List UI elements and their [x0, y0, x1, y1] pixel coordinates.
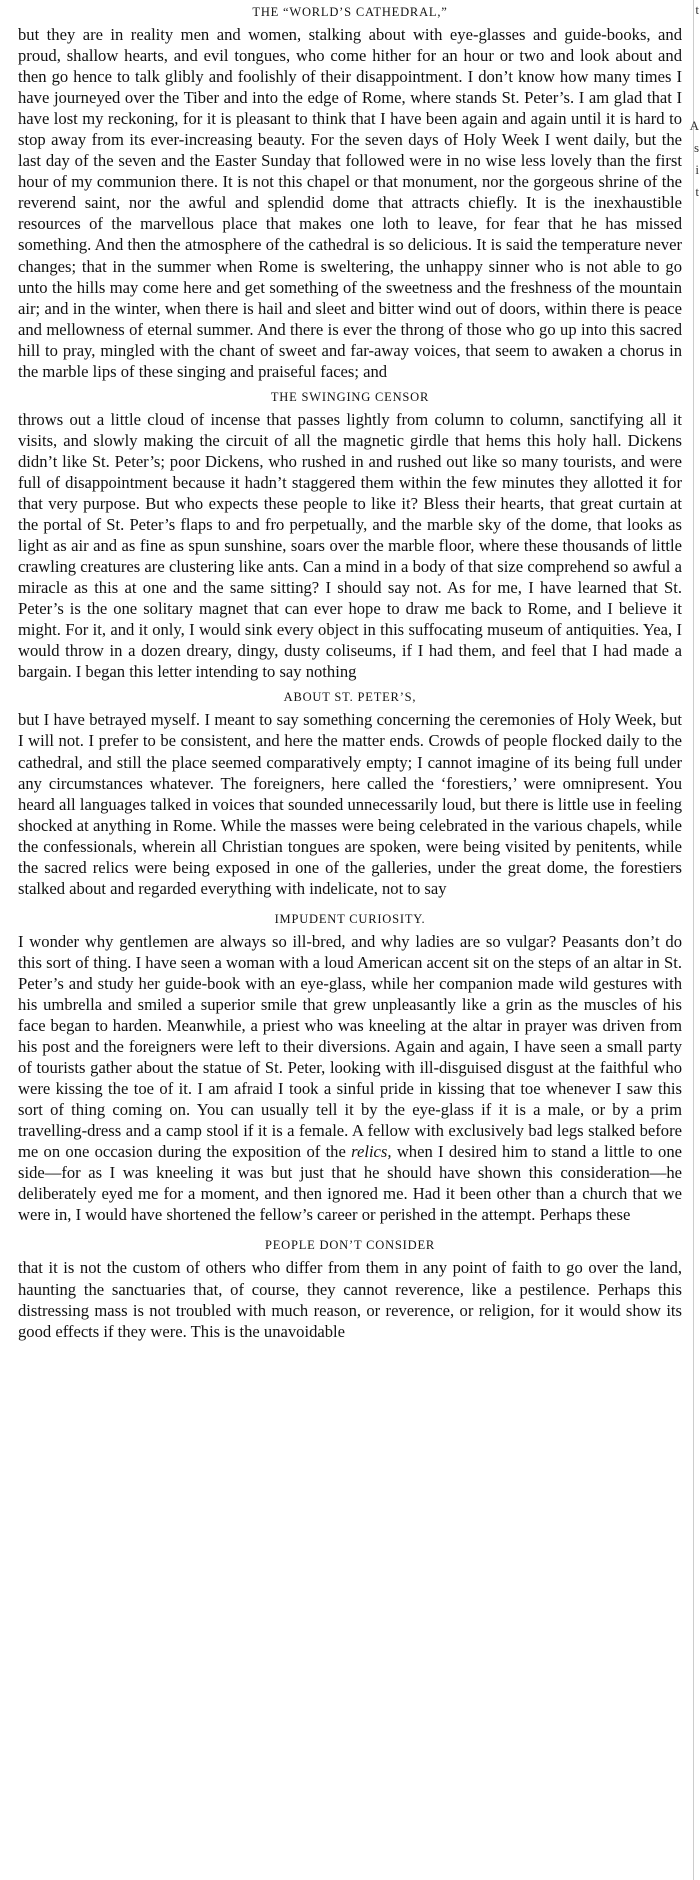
edge-mark-1: t	[695, 2, 699, 17]
edge-mark-2: A	[689, 118, 699, 133]
section-heading-people-dont-consider: PEOPLE DON’T CONSIDER	[264, 1238, 436, 1253]
section-heading-about-st-peters: ABOUT ST. PETER’S,	[283, 690, 417, 705]
paragraph-impudent-curiosity	[18, 931, 682, 1226]
edge-mark-4: i	[695, 162, 699, 177]
section-heading-impudent-curiosity: IMPUDENT CURIOSITY.	[274, 911, 426, 926]
paragraph-about-st-peters: but I have betrayed myself. I meant to say something concerning the ceremonies of Holy Week, but I will not. I prefer to be consistent, and here the matter ends. Crowds of people flocked daily to the cathedral, and still the place seemed comparatively empty; I cannot imagine of its being full under any circumstances whatever. The foreigners, here called the ‘forestiers,’ were omnipresent. You heard all languages talked in voices that sounded unnecessarily loud, but there is little use in feeling shocked at anything in Rome. While the masses were being celebrated in the various chapels, while the confessionals, wherein all Christian tongues are spoken, were being visited by penitents, while the sacred relics were being exposed in one of the galleries, under the great dome, the forestiers stalked about and regarded everything with indelicate, not to say	[18, 710, 682, 898]
paragraph-impudent-curiosity-part-1: I wonder why gentlemen are always so ill-bred, and why ladies are so vulgar? Peasants don’t do this sort of thing. I have seen a woman with a loud American accent sit on the steps of an altar in St. Peter’s and study her guide-book with an eye-glass, while her companion made wild gestures with his umbrella and smiled a superior smile that grew unpleasantly like a grin as the muscles of his face began to harden. Meanwhile, a priest who was kneeling at the altar in prayer was driven from his post and the foreigners were left to their diversions. Again and again, I have seen a small party of tourists gather about the statue of St. Peter, looking with ill-disguised disgust at the faithful who were kissing the toe of it. I am afraid I took a sinful pride in kissing that toe whenever I saw this sort of thing coming on. You can usually tell it by the eye-glass if it is a male, or by a prim travelling-dress and a camp stool if it is a female. A fellow with exclusively bad legs stalked before me on one occasion during the exposition of the	[18, 931, 682, 1162]
section-heading-worlds-cathedral: THE “WORLD’S CATHEDRAL,”	[252, 5, 448, 19]
edge-mark-5: t	[695, 184, 699, 199]
adjacent-column-edge	[689, 0, 700, 1880]
article-column	[18, 0, 682, 1342]
paragraph-people-dont-consider: that it is not the custom of others who differ from them in any point of faith to go over the land, haunting the sanctuaries that, of course, they cannot reverence, like a pestilence. Perhaps this distressing mass is not troubled with much reason, or reverence, or religion, for it would show its good effects if they were. This is the unavoidable	[18, 1258, 682, 1341]
section-heading-swinging-censor: THE SWINGING CENSOR	[270, 389, 430, 404]
italic-word-relics: relics,	[351, 1142, 392, 1162]
paragraph-swinging-censor: throws out a little cloud of incense that passes lightly from column to column, sanctifying all it visits, and slowly making the circuit of all the magnetic girdle that hems this holy hall. Dickens didn’t like St. Peter’s; poor Dickens, who rushed in and rushed out like so many tourists, and were full of disappointment because it hadn’t staggered them within the few minutes they allotted it for that very purpose. But who expects these people to like it? Bless their hearts, that great curtain at the portal of St. Peter’s flaps to and fro perpetually, and the marble sky of the dome, that looks as light as air and as fine as spun sunshine, soars over the marble floor, where these thousands of little crawling creatures are clustering like ants. Can a mind in a body of that size comprehend so awful a miracle as this at one and the same sitting? I should say not. As for me, I have learned that St. Peter’s is the one solitary magnet that can ever hope to draw me back to Rome, and I believe it might. For it, and it only, I would sink every object in this suffocating museum of antiquities. Yea, I would throw in a dozen dreary, dingy, dusty coliseums, if I had them, and feel that I had made a bargain. I began this letter intending to say nothing	[18, 409, 682, 682]
paragraph-impudent-curiosity-part-2: when I desired him to stand a little to one side—for as I was kneeling it was but just that he should have shown this consideration—he deliberately eyed me for a moment, and then ignored me. Had it been other than a church that we were in, I would have shortened the fellow’s career or perished in the attempt. Perhaps these	[18, 1142, 682, 1225]
paragraph-worlds-cathedral: but they are in reality men and women, stalking about with eye-glasses and guide-books, and proud, shallow hearts, and evil tongues, who come hither for an hour or two and look about and then go hence to talk glibly and foolishly of their disappointment. I don’t know how many times I have journeyed over the Tiber and into the edge of Rome, where stands St. Peter’s. I am glad that I have lost my reckoning, for it is pleasant to think that I have been again and again until it is hard to stop away from its ever-increasing beauty. For the seven days of Holy Week I went daily, but the last day of the seven and the Easter Sunday that followed were in no wise less lovely than the first hour of my communion there. It is not this chapel or that monument, nor the gorgeous shrine of the reverend saint, nor the awful and splendid dome that attracts chiefly. It is the inexhaustible resources of the marvellous place that makes one loth to leave, for fear that he has missed something. And then the atmosphere of the cathedral is so delicious. It is said the temperature never changes; that in the summer when Rome is sweltering, the unhappy sinner who is not able to go unto the hills may come here and get something of the sweetness and the freshness of the mountain air; and in the winter, when there is hail and sleet and bitter wind out of doors, within there is peace and mellowness of eternal summer. And there is ever the throng of those who go up into this sacred hill to pray, mingled with the chant of sweet and far-away voices, that seem to awaken a chorus in the marble lips of these singing and praiseful faces; and	[18, 25, 682, 381]
edge-mark-3: s	[693, 140, 699, 155]
